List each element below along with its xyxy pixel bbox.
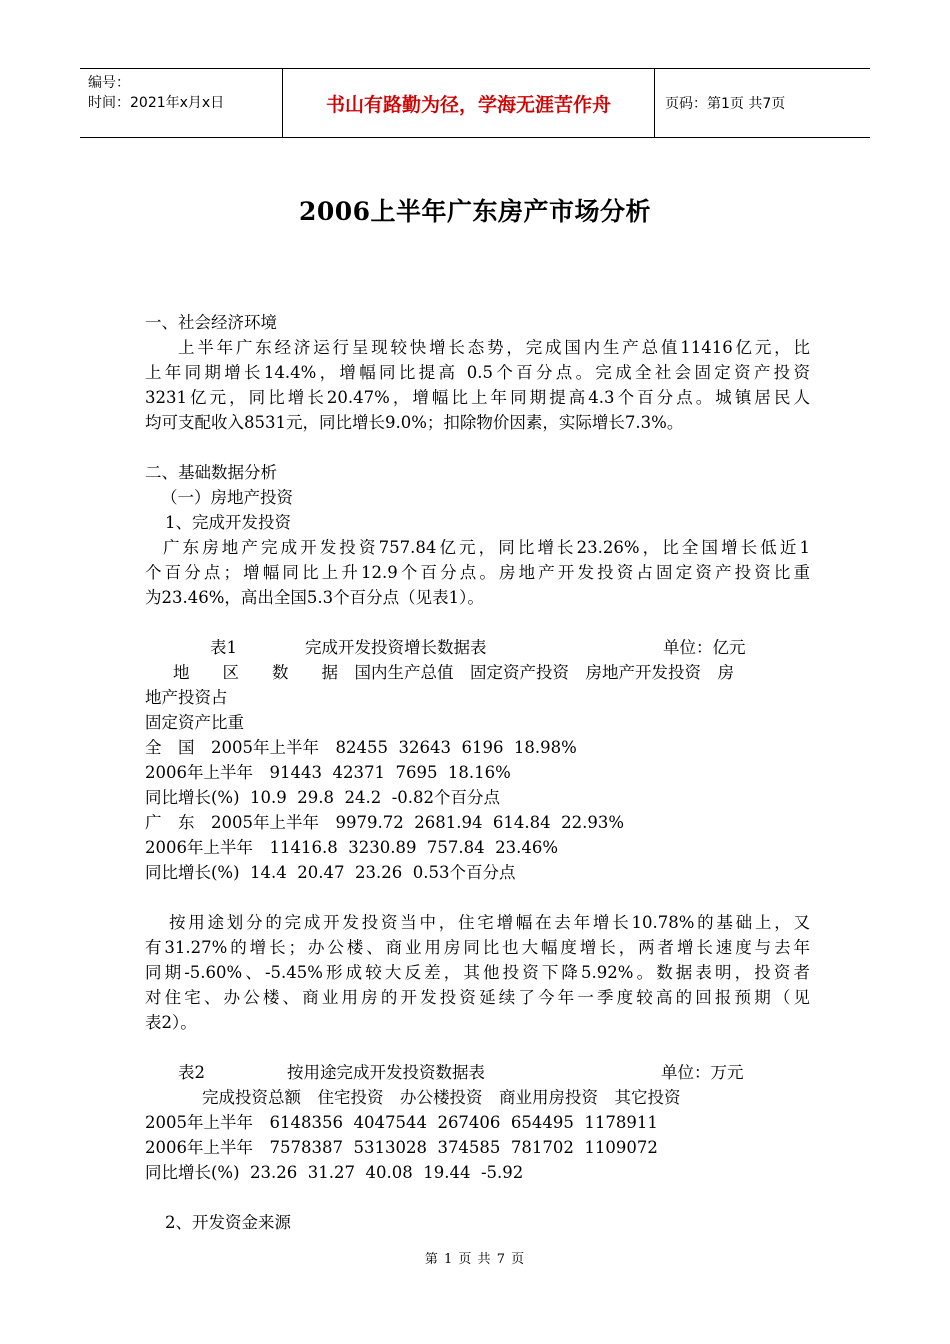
subsection-heading: 1、完成开发投资 (165, 513, 291, 532)
document-header (80, 68, 870, 138)
table2-row: 2006年上半年 7578387 5313028 374585 781702 1109072 (145, 1138, 658, 1157)
paragraph-line: 对住宅、办公楼、商业用房的开发投资延续了今年一季度较高的回报预期（见 (145, 988, 810, 1007)
paragraph-line: 同期-5.60%、-5.45%形成较大反差，其他投资下降5.92%。数据表明，投资者 (145, 963, 810, 982)
paragraph-line: 上年同期增长14.4%，增幅同比提高 0.5个百分点。完成全社会固定资产投资 (145, 363, 810, 382)
page-footer: 第 1 页 共 7 页 (424, 1252, 526, 1267)
table-number: 表1 (210, 638, 237, 657)
subsection-heading: （一）房地产投资 (161, 488, 293, 507)
table-caption: 按用途完成开发投资数据表 (287, 1063, 485, 1082)
header-meta (80, 69, 282, 137)
table1-row: 同比增长(%) 10.9 29.8 24.2 -0.82个百分点 (145, 788, 501, 807)
table-unit: 单位：亿元 (663, 638, 746, 657)
paragraph-line: 个百分点；增幅同比上升12.9个百分点。房地产开发投资占固定资产投资比重 (145, 563, 810, 582)
table-caption: 完成开发投资增长数据表 (305, 638, 487, 657)
paragraph-line: 广东房地产完成开发投资757.84亿元，同比增长23.26%，比全国增长低近1 (163, 538, 810, 557)
table1-header: 地产投资占 (145, 688, 228, 707)
section-heading: 二、基础数据分析 (145, 463, 277, 482)
table2-row: 2005年上半年 6148356 4047544 267406 654495 1178911 (145, 1113, 658, 1132)
table-unit: 单位：万元 (661, 1063, 744, 1082)
subsection-heading: 2、开发资金来源 (165, 1213, 291, 1232)
paragraph-line: 3231亿元，同比增长20.47%，增幅比上年同期提高4.3个百分点。城镇居民人 (145, 388, 810, 407)
table1-row: 全 国 2005年上半年 82455 32643 6196 18.98% (145, 738, 577, 757)
table1-row: 广 东 2005年上半年 9979.72 2681.94 614.84 22.93% (145, 813, 625, 832)
document-number: 编号： (88, 75, 130, 91)
paragraph-line: 上半年广东经济运行呈现较快增长态势，完成国内生产总值11416亿元，比 (178, 338, 810, 357)
table2-header: 完成投资总额 住宅投资 办公楼投资 商业用房投资 其它投资 (202, 1088, 681, 1107)
paragraph-line: 为23.46%，高出全国5.3个百分点（见表1）。 (145, 588, 484, 607)
header-page-number: 页码：第1页 共7页 (665, 96, 786, 112)
table-number: 表2 (178, 1063, 205, 1082)
document-body (145, 310, 810, 1235)
header-motto: 书山有路勤为径，学海无涯苦作舟 (282, 69, 655, 137)
table2-row: 同比增长(%) 23.26 31.27 40.08 19.44 -5.92 (145, 1163, 524, 1182)
document-date: 时间：2021年x月x日 (88, 95, 225, 111)
table1-header: 固定资产比重 (145, 713, 244, 732)
table1-row: 2006年上半年 91443 42371 7695 18.16% (145, 763, 511, 782)
document-title: 2006上半年广东房产市场分析 (298, 197, 652, 226)
table1-header: 地 区 数 据 国内生产总值 固定资产投资 房地产开发投资 房 (173, 663, 734, 682)
paragraph-line: 按用途划分的完成开发投资当中，住宅增幅在去年增长10.78%的基础上，又 (169, 913, 810, 932)
table1-caption (145, 635, 810, 660)
section-heading: 一、社会经济环境 (145, 313, 277, 332)
table2-caption (145, 1060, 810, 1085)
paragraph-line: 均可支配收入8531元，同比增长9.0%；扣除物价因素，实际增长7.3%。 (145, 413, 684, 432)
table1-row: 同比增长(%) 14.4 20.47 23.26 0.53个百分点 (145, 863, 516, 882)
paragraph-line: 有31.27%的增长；办公楼、商业用房同比也大幅度增长，两者增长速度与去年 (145, 938, 810, 957)
paragraph-line: 表2）。 (145, 1013, 197, 1032)
table1-row: 2006年上半年 11416.8 3230.89 757.84 23.46% (145, 838, 559, 857)
